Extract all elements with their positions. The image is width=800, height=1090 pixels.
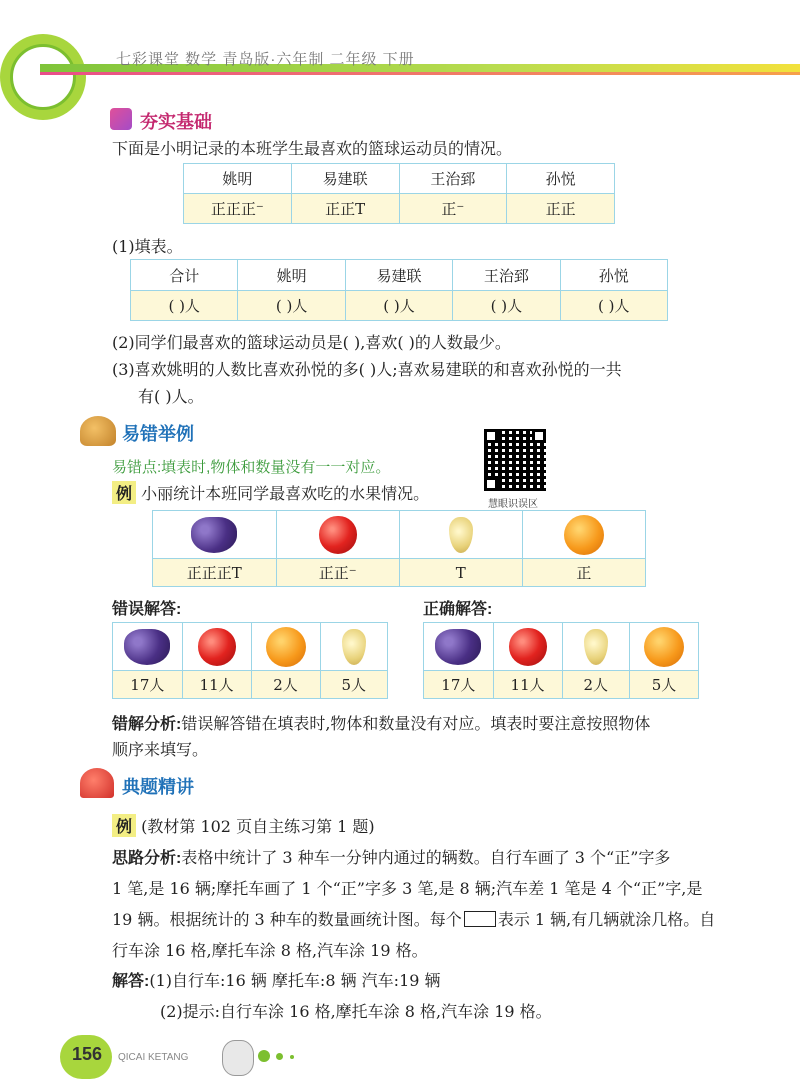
pear-icon bbox=[584, 629, 608, 665]
answer-blank[interactable]: ( )人 bbox=[560, 291, 667, 321]
thinking-line-3b: 表示 1 辆,有几辆就涂几格。自 bbox=[497, 910, 716, 929]
pear-icon bbox=[342, 629, 366, 665]
apple-icon bbox=[198, 628, 236, 666]
grape-icon bbox=[191, 517, 237, 553]
grape-icon bbox=[124, 629, 170, 665]
table-header: 易建联 bbox=[345, 260, 452, 291]
table-cell-tally: 正⁻ bbox=[399, 194, 507, 224]
example-tag: 例 bbox=[112, 814, 136, 837]
footer-brand: QICAI KETANG bbox=[118, 1052, 189, 1063]
answer-blank[interactable]: ( )人 bbox=[131, 291, 238, 321]
fruit-cell bbox=[251, 623, 320, 671]
qr-corner bbox=[484, 477, 498, 491]
count-cell: 11人 bbox=[493, 671, 562, 699]
fill-table-basketball bbox=[130, 259, 668, 321]
mascot-icon bbox=[80, 416, 116, 446]
thinking-text: 表格中统计了 3 种车一分钟内通过的辆数。自行车画了 3 个“正”字多 bbox=[181, 848, 671, 867]
orange-icon bbox=[644, 627, 684, 667]
page-number: 156 bbox=[72, 1044, 103, 1064]
count-cell: 2人 bbox=[251, 671, 320, 699]
error-analysis-label: 错解分析: bbox=[112, 716, 182, 733]
error-analysis bbox=[112, 711, 650, 734]
table-cell-tally: 正 bbox=[522, 559, 645, 587]
table-header: 王治郅 bbox=[453, 260, 560, 291]
table-header: 孙悦 bbox=[560, 260, 667, 291]
apple-icon bbox=[509, 628, 547, 666]
fruit-cell bbox=[276, 511, 399, 559]
apple-icon bbox=[319, 516, 357, 554]
fruit-cell bbox=[522, 511, 645, 559]
count-cell: 11人 bbox=[182, 671, 251, 699]
table-cell-tally: 正正 bbox=[507, 194, 615, 224]
count-cell: 5人 bbox=[320, 671, 387, 699]
fruit-cell bbox=[629, 623, 698, 671]
count-cell: 17人 bbox=[113, 671, 183, 699]
section-title-examples: 典题精讲 bbox=[122, 777, 194, 797]
qr-corner bbox=[532, 429, 546, 443]
example-line bbox=[112, 481, 429, 504]
section-title-basics: 夯实基础 bbox=[140, 112, 212, 132]
table-header: 姚明 bbox=[238, 260, 345, 291]
square-cell-icon bbox=[464, 911, 496, 927]
question-3-cont: 有( )人。 bbox=[138, 387, 204, 406]
pear-icon bbox=[449, 517, 473, 553]
series-logo-icon bbox=[10, 44, 76, 110]
fruit-cell bbox=[153, 511, 277, 559]
fruit-cell bbox=[399, 511, 522, 559]
book-icon bbox=[110, 108, 132, 130]
thinking-line-4: 行车涂 16 格,摩托车涂 8 格,汽车涂 19 格。 bbox=[112, 941, 428, 960]
wrong-answer-table bbox=[112, 622, 388, 699]
orange-icon bbox=[564, 515, 604, 555]
example-text: 小丽统计本班同学最喜欢吃的水果情况。 bbox=[141, 484, 430, 503]
example-line bbox=[112, 814, 375, 837]
answer bbox=[112, 968, 441, 991]
example-text: (教材第 102 页自主练习第 1 题) bbox=[141, 817, 375, 836]
question-1: (1)填表。 bbox=[112, 237, 183, 256]
orange-icon bbox=[266, 627, 306, 667]
fruit-cell bbox=[113, 623, 183, 671]
section1-intro: 下面是小明记录的本班学生最喜欢的篮球运动员的情况。 bbox=[112, 139, 513, 158]
table-header: 王治郅 bbox=[399, 164, 507, 194]
table-cell-tally: 正正T bbox=[291, 194, 399, 224]
answer-2: (2)提示:自行车涂 16 格,摩托车涂 8 格,汽车涂 19 格。 bbox=[160, 1002, 552, 1021]
count-cell: 5人 bbox=[629, 671, 698, 699]
table-header: 易建联 bbox=[291, 164, 399, 194]
table-cell-tally: 正正⁻ bbox=[276, 559, 399, 587]
thinking-analysis bbox=[112, 845, 670, 868]
mascot-footer-icon bbox=[222, 1040, 254, 1076]
answer-blank[interactable]: ( )人 bbox=[453, 291, 560, 321]
answer-blank[interactable]: ( )人 bbox=[345, 291, 452, 321]
section-title-mistakes: 易错举例 bbox=[122, 424, 194, 444]
decor-dot bbox=[290, 1055, 294, 1059]
mistake-tip: 易错点:填表时,物体和数量没有一一对应。 bbox=[112, 459, 391, 476]
error-analysis-text: 错误解答错在填表时,物体和数量没有对应。填表时要注意按照物体 bbox=[181, 714, 651, 733]
thinking-line-3a: 19 辆。根据统计的 3 种车的数量画统计图。每个 bbox=[112, 910, 462, 929]
tally-table-basketball bbox=[183, 163, 615, 224]
count-cell: 2人 bbox=[562, 671, 629, 699]
thinking-label: 思路分析: bbox=[112, 850, 182, 867]
right-answer-table bbox=[423, 622, 699, 699]
question-3: (3)喜欢姚明的人数比喜欢孙悦的多( )人;喜欢易建联的和喜欢孙悦的一共 bbox=[112, 360, 622, 379]
fruit-cell bbox=[320, 623, 387, 671]
answer-1: (1)自行车:16 辆 摩托车:8 辆 汽车:19 辆 bbox=[149, 971, 441, 990]
answer-label: 解答: bbox=[112, 973, 150, 990]
fruit-cell bbox=[182, 623, 251, 671]
table-header: 合计 bbox=[131, 260, 238, 291]
header-title: 七彩课堂 数学 青岛版·六年制 二年级 下册 bbox=[116, 51, 415, 68]
fruit-cell bbox=[424, 623, 494, 671]
question-2: (2)同学们最喜欢的篮球运动员是( ),喜欢( )的人数最少。 bbox=[112, 333, 511, 352]
fruit-cell bbox=[493, 623, 562, 671]
thinking-line-2: 1 笔,是 16 辆;摩托车画了 1 个“正”字多 3 笔,是 8 辆;汽车差 1 笔是 4 个“正”字,是 bbox=[112, 879, 703, 898]
wrong-answer-title: 错误解答: bbox=[112, 601, 182, 618]
right-answer-title: 正确解答: bbox=[423, 601, 493, 618]
count-cell: 17人 bbox=[424, 671, 494, 699]
table-cell-tally: 正正正T bbox=[153, 559, 277, 587]
qr-label: 慧眼识误区 bbox=[488, 499, 538, 510]
error-analysis-cont: 顺序来填写。 bbox=[112, 740, 209, 759]
fruit-cell bbox=[562, 623, 629, 671]
fruit-tally-table bbox=[152, 510, 646, 587]
decor-dot bbox=[258, 1050, 270, 1062]
thinking-line-3 bbox=[112, 907, 715, 930]
example-tag: 例 bbox=[112, 481, 136, 504]
table-cell-tally: 正正正⁻ bbox=[184, 194, 292, 224]
table-header: 孙悦 bbox=[507, 164, 615, 194]
qr-corner bbox=[484, 429, 498, 443]
mascot-icon bbox=[80, 768, 114, 798]
table-header: 姚明 bbox=[184, 164, 292, 194]
answer-blank[interactable]: ( )人 bbox=[238, 291, 345, 321]
decor-dot bbox=[276, 1053, 283, 1060]
header-accent-bar bbox=[40, 72, 800, 75]
grape-icon bbox=[435, 629, 481, 665]
table-cell-tally: T bbox=[399, 559, 522, 587]
